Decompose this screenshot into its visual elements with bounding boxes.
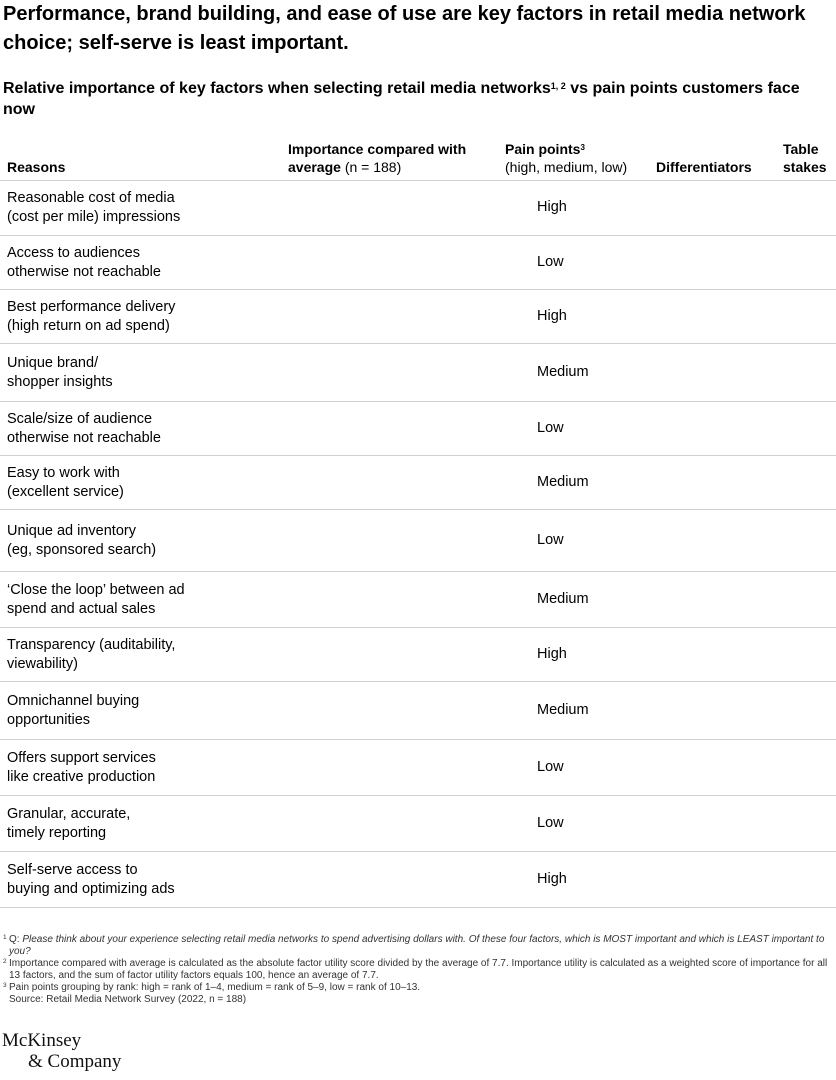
reason-line-1: Granular, accurate, [7,806,131,822]
column-header-importance: Importance compared with average (n = 188) [288,141,467,175]
reason-line-2: like creative production [7,769,156,785]
footnotes [3,934,829,1006]
column-header-pain-points: Pain points$^3$ (high, medium, low) [505,141,628,175]
table-row [0,740,836,796]
table-body [0,180,836,908]
pain-point-cell: Medium [537,591,589,607]
reason-cell [7,244,161,282]
reason-line-1: Easy to work with [7,465,120,481]
reason-cell [7,464,124,502]
reason-line-2: (eg, sponsored search) [7,542,157,558]
pain-point-cell: High [537,646,567,662]
pain-point-cell: Medium [537,474,589,490]
pain-point-cell: High [537,199,567,215]
table-row [0,510,836,572]
table-row [0,236,836,290]
reason-line-1: Best performance delivery [7,299,176,315]
reason-cell [7,636,175,674]
reason-line-2: spend and actual sales [7,601,156,617]
column-header-differentiators: Differentiators [656,159,752,175]
footnote-2: 2 Importance compared with average is calculated as the absolute factor utility score divided by the average of 7.7. Importance utility is calculated as a weighted score of importance for all 13 factors, and the sum of factor utility factors equals 100, hence an average of 7.7. [3,958,828,981]
table-row [0,796,836,852]
reason-line-1: Access to audiences [7,245,140,261]
pain-point-cell: Medium [537,702,589,718]
table-row [0,572,836,628]
table-row [0,456,836,510]
reason-line-1: Omnichannel buying [7,693,140,709]
reason-line-2: viewability) [7,656,78,672]
table-header [0,140,836,181]
table-row [0,682,836,740]
chart-subtitle [3,78,823,120]
subtitle-text: Relative importance of key factors when selecting retail media networks [3,80,551,97]
table-row [0,180,836,236]
logo-line-1: McKinsey [2,1030,82,1051]
reason-line-1: Unique ad inventory [7,523,136,539]
table-row [0,290,836,344]
reason-cell [7,581,185,619]
reason-line-1: Self-serve access to [7,862,138,878]
subtitle-footnote-ref: 1, 2 [550,81,566,91]
reason-line-2: (high return on ad spend) [7,318,170,334]
company-logo [2,1030,121,1072]
pain-point-cell: Low [537,420,564,436]
table-row [0,344,836,402]
reason-cell [7,692,139,730]
page-title: Performance, brand building, and ease of use are key factors in retail media network choice; self-serve is least important. [3,3,806,54]
reason-cell [7,861,175,899]
column-header-reasons: Reasons [7,159,66,175]
reason-line-1: Offers support services [7,750,156,766]
reason-line-1: Scale/size of audience [7,411,153,427]
reason-line-1: Transparency (auditability, [7,637,176,653]
pain-point-cell: Medium [537,364,589,380]
reason-line-2: opportunities [7,712,91,728]
pain-point-cell: Low [537,254,564,270]
reason-cell [7,805,130,843]
pain-point-cell: High [537,871,567,887]
reason-line-1: Unique brand/ [7,355,99,371]
source-note: Source: Retail Media Network Survey (2022, n = 188) [9,994,247,1005]
reason-line-1: Reasonable cost of media [7,190,175,206]
reason-cell [7,522,156,560]
footnote-1: 1 Q: Please think about your experience selecting retail media networks to spend advertising dollars with. Of these four factors, which is MOST important and which is LEAST important to you? [3,934,825,957]
reason-cell [7,410,161,448]
column-header-table-stakes: Table stakes [783,141,827,175]
footnote-3: 3 Pain points grouping by rank: high = rank of 1–4, medium = rank of 5–9, low = rank of 10–13. [3,982,421,993]
reason-line-2: (excellent service) [7,484,124,500]
reason-line-2: otherwise not reachable [7,264,161,280]
reason-line-2: otherwise not reachable [7,430,161,446]
pain-point-cell: Low [537,815,564,831]
reason-line-1: ‘Close the loop’ between ad [7,582,185,598]
reason-cell [7,354,113,392]
reason-cell [7,298,175,336]
reason-cell [7,189,180,227]
table-row [0,628,836,682]
pain-point-cell: Low [537,759,564,775]
reason-line-2: (cost per mile) impressions [7,209,181,225]
subtitle-text-after: vs pain points customers face now [3,80,800,118]
reason-line-2: buying and optimizing ads [7,881,175,897]
logo-line-2: & Company [28,1051,122,1072]
reason-line-2: timely reporting [7,825,107,841]
table-row [0,852,836,908]
pain-point-cell: High [537,308,567,324]
pain-point-cell: Low [537,532,564,548]
reason-cell [7,749,156,787]
reason-line-2: shopper insights [7,374,113,390]
table-row [0,402,836,456]
